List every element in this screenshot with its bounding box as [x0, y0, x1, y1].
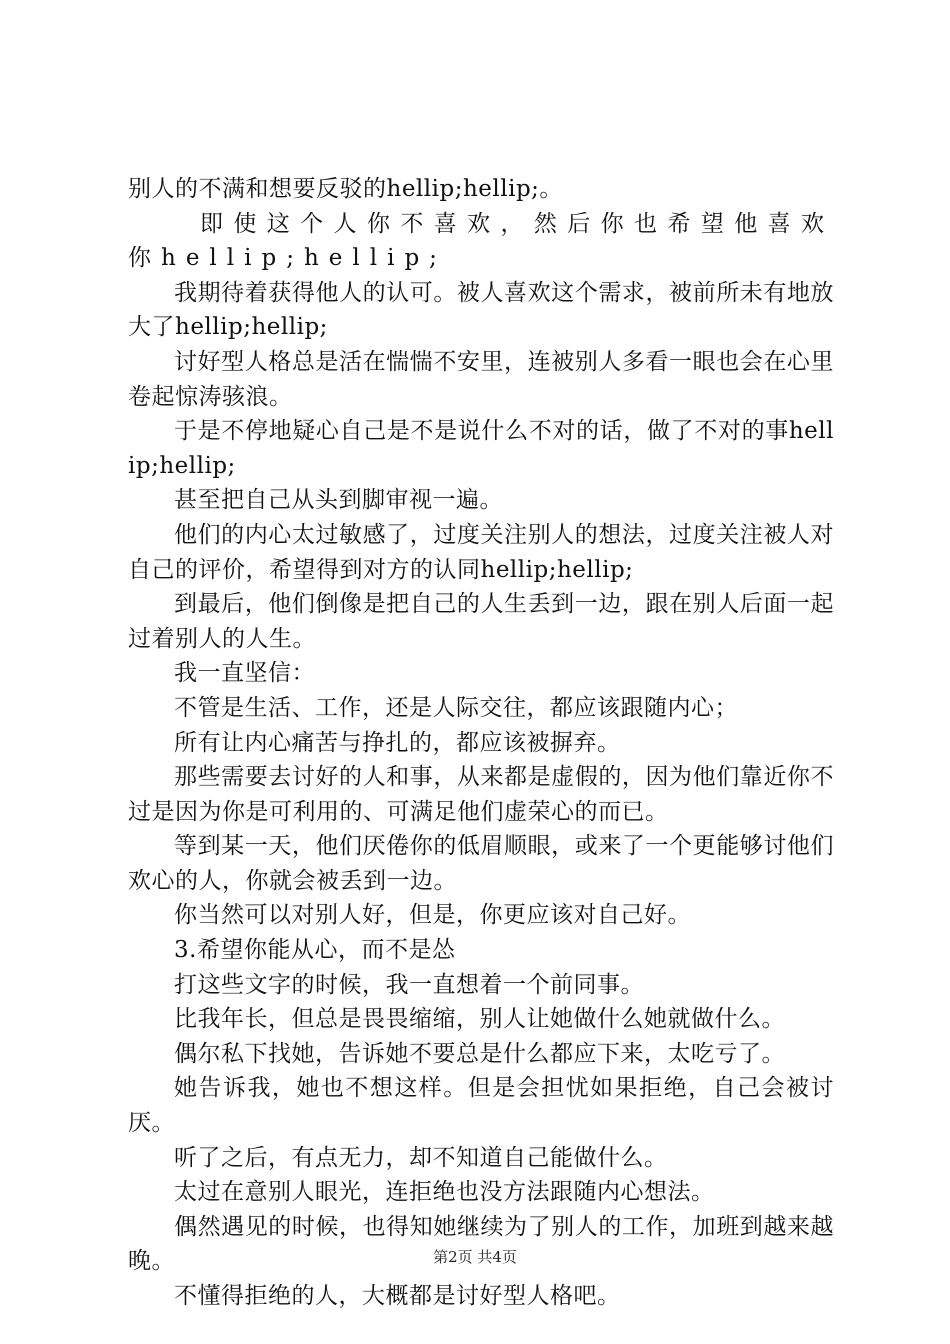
paragraph: 别人的不满和想要反驳的hellip;hellip;。: [128, 176, 563, 202]
paragraph: 不管是生活、工作，还是人际交往，都应该跟随内心；: [174, 694, 738, 721]
page-number-footer: 第2页 共4页: [433, 1248, 517, 1266]
paragraph: 那些需要去讨好的人和事，从来都是虚假的，因为他们靠近你不过是因为你是可利用的、可满足他们虚荣心的而已。: [128, 764, 834, 825]
paragraph: 不懂得拒绝的人，大概都是讨好型人格吧。: [174, 1283, 621, 1309]
paragraph: 她告诉我，她也不想这样。但是会担忧如果拒绝，自己会被讨厌。: [128, 1075, 834, 1137]
paragraph: 甚至把自己从头到脚审视一遍。: [174, 487, 503, 514]
paragraph: 听了之后，有点无力，却不知道自己能做什么。: [174, 1144, 668, 1171]
paragraph: 于是不停地疑心自己是不是说什么不对的话，做了不对的事hellip;hellip;: [128, 418, 834, 479]
paragraph: 等到某一天，他们厌倦你的低眉顺眼，或来了一个更能够讨他们欢心的人，你就会被丢到一边。: [128, 833, 834, 894]
paragraph: 比我年长，但总是畏畏缩缩，别人让她做什么她就做什么。: [174, 1006, 785, 1033]
paragraph: 我一直坚信：: [174, 660, 315, 687]
paragraph: 他们的内心太过敏感了，过度关注别人的想法，过度关注被人对自己的评价，希望得到对方的认同hellip;hellip;: [128, 521, 834, 583]
paragraph: 偶然遇见的时候，也得知她继续为了别人的工作，加班到越来越晚。: [128, 1213, 834, 1275]
paragraph: 你当然可以对别人好，但是，你更应该对自己好。: [174, 902, 691, 929]
paragraph: 到最后，他们倒像是把自己的人生丢到一边，跟在别人后面一起过着别人的人生。: [128, 591, 834, 652]
paragraph: 即使这个人你不喜欢，然后你也希望他喜欢你hellip;hellip;: [128, 210, 834, 272]
section-heading: 3.希望你能从心，而不是怂: [174, 937, 456, 964]
paragraph: 我期待着获得他人的认可。被人喜欢这个需求，被前所未有地放大了hellip;hellip;: [128, 279, 834, 341]
paragraph: 太过在意别人眼光，连拒绝也没方法跟随内心想法。: [174, 1179, 715, 1206]
paragraph: 偶尔私下找她，告诉她不要总是什么都应下来，太吃亏了。: [174, 1040, 785, 1067]
paragraph: 所有让内心痛苦与挣扎的，都应该被摒弃。: [174, 729, 621, 756]
paragraph: 讨好型人格总是活在惴惴不安里，连被别人多看一眼也会在心里卷起惊涛骇浪。: [128, 348, 834, 410]
paragraph: 打这些文字的时候，我一直想着一个前同事。: [174, 971, 644, 998]
document-body: [128, 172, 834, 1314]
